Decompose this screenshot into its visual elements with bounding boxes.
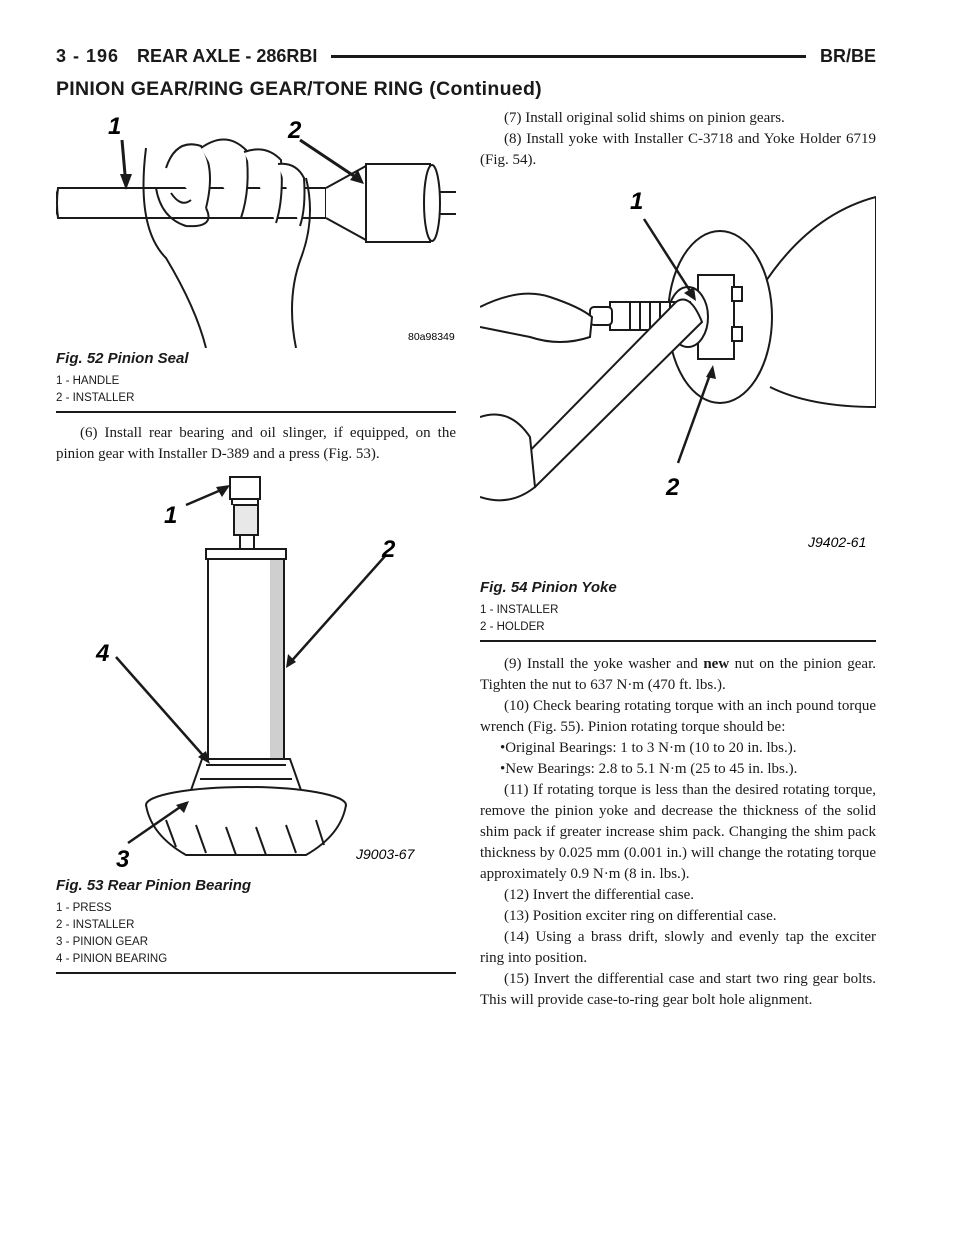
fig53-callout-4: 4 — [96, 640, 110, 667]
fig52-callout-1: 1 — [108, 113, 122, 140]
figure-rule — [56, 972, 456, 974]
legend-item: 4 - PINION BEARING — [56, 953, 168, 965]
section-title: PINION GEAR/RING GEAR/TONE RING (Continued) — [56, 78, 542, 100]
step-8: (8) Install yoke with Installer C-3718 and Yoke Holder 6719 (Fig. 54). — [480, 131, 876, 168]
step-9-text: (9) Install the yoke washer and — [504, 656, 704, 672]
step-6: (6) Install rear bearing and oil slinger, if equipped, on the pinion gear with Installer D-389 and a press (Fig. 53). — [56, 425, 456, 462]
legend-item: 2 - INSTALLER — [56, 392, 135, 404]
figure-rule — [56, 411, 456, 413]
fig54-legend — [480, 602, 876, 636]
bullet-icon: • — [500, 761, 506, 777]
chapter-title: REAR AXLE - 286RBI — [137, 45, 318, 66]
step-9 — [480, 654, 876, 696]
page-header — [56, 40, 876, 72]
header-rule — [331, 55, 806, 58]
bullet-icon: • — [500, 740, 506, 756]
fig52-legend — [56, 373, 456, 407]
legend-item: 2 - HOLDER — [480, 621, 545, 633]
left-column — [56, 108, 456, 974]
page-number: 3 - 196 — [56, 45, 120, 66]
model-code: BR/BE — [819, 45, 876, 66]
fig53-callout-3: 3 — [116, 846, 130, 873]
bullet-item — [480, 759, 876, 780]
fig52-caption: Fig. 52 Pinion Seal — [56, 350, 189, 367]
step-9-text: nut on the pinion gear. Tighten the nut to 637 N·m (470 ft. lbs.). — [480, 656, 876, 693]
legend-item: 1 - HANDLE — [56, 375, 120, 387]
fig53-callout-1: 1 — [164, 502, 178, 529]
bullet-text: Original Bearings: 1 to 3 N·m (10 to 20 in. lbs.). — [505, 740, 797, 756]
step-13: (13) Position exciter ring on differential case. — [504, 908, 777, 924]
step-14: (14) Using a brass drift, slowly and evenly tap the exciter ring into position. — [480, 929, 876, 966]
pinion-yoke-illustration — [480, 177, 876, 577]
step-10: (10) Check bearing rotating torque with an inch pound torque wrench (Fig. 55). Pinion rotating torque should be: — [480, 698, 876, 735]
fig53-legend — [56, 900, 456, 968]
figure-54 — [480, 177, 876, 642]
legend-item: 3 - PINION GEAR — [56, 936, 149, 948]
legend-item: 1 - INSTALLER — [480, 604, 559, 616]
bullet-text: New Bearings: 2.8 to 5.1 N·m (25 to 45 in. lbs.). — [505, 761, 798, 777]
step-15: (15) Invert the differential case and start two ring gear bolts. This will provide case-to-ring gear bolt hole alignment. — [480, 971, 876, 1008]
rear-pinion-bearing-illustration — [56, 475, 456, 875]
step-9-emphasis: new — [703, 656, 730, 672]
pinion-seal-illustration — [56, 108, 456, 348]
fig54-callout-1: 1 — [630, 188, 644, 215]
figure-52 — [56, 108, 456, 413]
step-12: (12) Invert the differential case. — [504, 887, 695, 903]
fig52-code: 80a98349 — [408, 331, 455, 343]
fig53-callout-2: 2 — [382, 536, 396, 563]
step-7: (7) Install original solid shims on pinion gears. — [504, 110, 785, 126]
fig54-code: J9402-61 — [808, 534, 867, 550]
bullet-item — [480, 738, 876, 759]
fig54-callout-2: 2 — [666, 474, 680, 501]
legend-item: 1 - PRESS — [56, 902, 112, 914]
figure-53 — [56, 475, 456, 974]
legend-item: 2 - INSTALLER — [56, 919, 135, 931]
fig53-code: J9003-67 — [356, 846, 415, 862]
figure-rule — [480, 640, 876, 642]
right-column — [480, 108, 876, 1011]
fig54-caption: Fig. 54 Pinion Yoke — [480, 579, 617, 596]
step-11: (11) If rotating torque is less than the desired rotating torque, remove the pinion yoke and decrease the thickness of the solid shim pack if greater increase shim pack. Changing the shim pack thickness by 0.025 mm (0.001 in.) will change the rotating torque approximately 0.9 N·m (8 in. lbs.). — [480, 782, 876, 882]
fig53-caption: Fig. 53 Rear Pinion Bearing — [56, 877, 252, 894]
fig52-callout-2: 2 — [288, 117, 302, 144]
